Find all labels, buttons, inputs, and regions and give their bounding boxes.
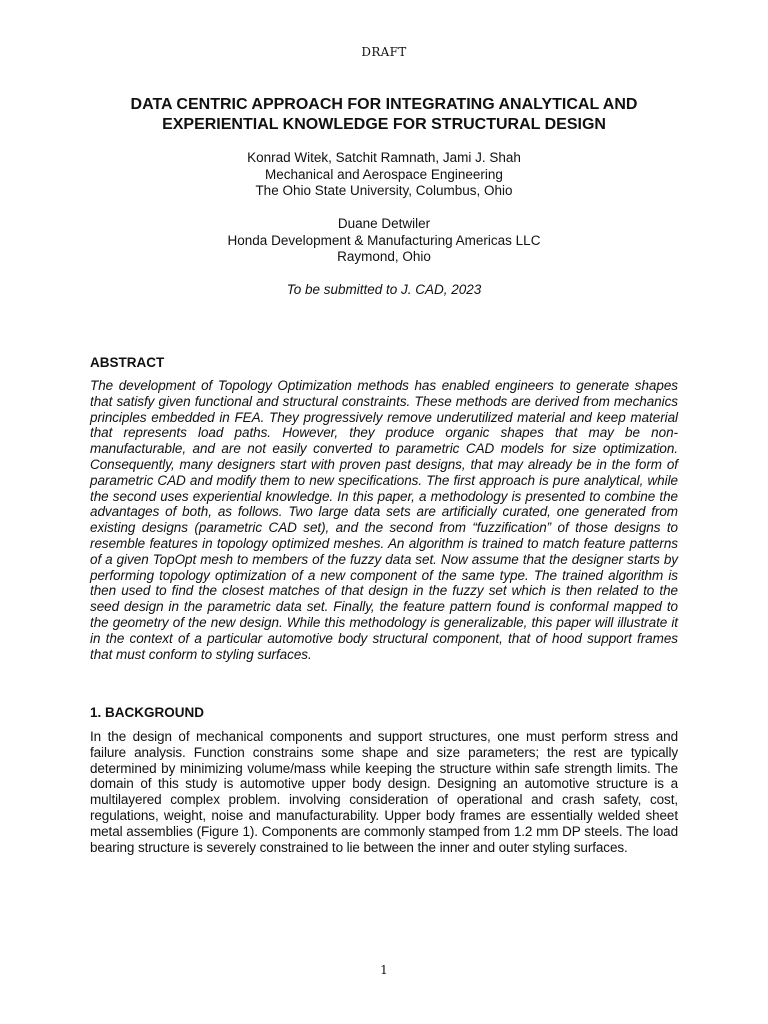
draft-watermark-label: DRAFT — [361, 45, 407, 59]
background-heading: 1. BACKGROUND — [90, 705, 205, 720]
abstract-heading: ABSTRACT — [90, 355, 165, 370]
page-number: 1 — [380, 963, 388, 977]
author-location: Raymond, Ohio — [337, 249, 431, 264]
author-block — [90, 150, 678, 266]
author-company: Honda Development & Manufacturing Americas LLC — [227, 232, 541, 248]
submission-note: To be submitted to J. CAD, 2023 — [286, 282, 482, 297]
abstract-text: The development of Topology Optimization methods has enabled engineers to generate shapes that satisfy given functional and structural constraints. These methods are derived from mechanics principles embedded in FEA. They progressively remove underutilized material and keep material that represents load paths. However, they produce organic shapes that may be non-manufacturable, and are not easily converted to parametric CAD models for size optimization. Consequently, many designers start with proven past designs, that may already be in the form of parametric CAD and modify them to new specifications. The first approach is pure analytical, while the second uses experiential knowledge. In this paper, a methodology is presented to combine the advantages of both, as follows. Two large data sets are artificially curated, one generated from existing designs (parametric CAD set), and the second from “fuzzification” of those designs to resemble features in topology optimized meshes. An algorithm is trained to match feature patterns of a given TopOpt mesh to members of the fuzzy data set. Now assume that the designer starts by performing topology optimization of a new component of the same type. The trained algorithm is then used to find the closest matches of that design in the fuzzy set which is then related to the seed design in the parametric data set. Finally, the feature pattern found is conformal mapped to the geometry of the new design. While this methodology is generalizable, this paper will illustrate it in the context of a particular automotive body structural component, that of hood support frames that must conform to styling surfaces. — [90, 378, 678, 662]
background-text: In the design of mechanical components and support structures, one must perform stress and failure analysis. Function constrains some shape and size parameters; the rest are typically determined by minimizing volume/mass while keeping the structure within safe strength limits. The domain of this study is automotive upper body design. Designing an automotive structure is a multilayered complex problem. involving consideration of operational and crash safety, cost, regulations, weight, noise and manufacturability. Upper body frames are essentially welded sheet metal assemblies (Figure 1). Components are commonly stamped from 1.2 mm DP steels. The load bearing structure is severely constrained to lie between the inner and outer styling surfaces. — [90, 729, 678, 855]
paper-title-line-1: DATA CENTRIC APPROACH FOR INTEGRATING ANALYTICAL AND — [130, 96, 638, 113]
author-spacer — [90, 200, 678, 217]
paper-title-line-2: EXPERIENTIAL KNOWLEDGE FOR STRUCTURAL DESIGN — [162, 116, 606, 133]
author-names-secondary: Duane Detwiler — [337, 216, 431, 231]
author-department: Mechanical and Aerospace Engineering — [265, 166, 503, 182]
paper-page — [90, 0, 678, 1024]
paper-title — [90, 95, 678, 135]
author-names-primary: Konrad Witek, Satchit Ramnath, Jami J. Shah — [247, 150, 521, 165]
author-institution: The Ohio State University, Columbus, Ohio — [255, 183, 513, 198]
